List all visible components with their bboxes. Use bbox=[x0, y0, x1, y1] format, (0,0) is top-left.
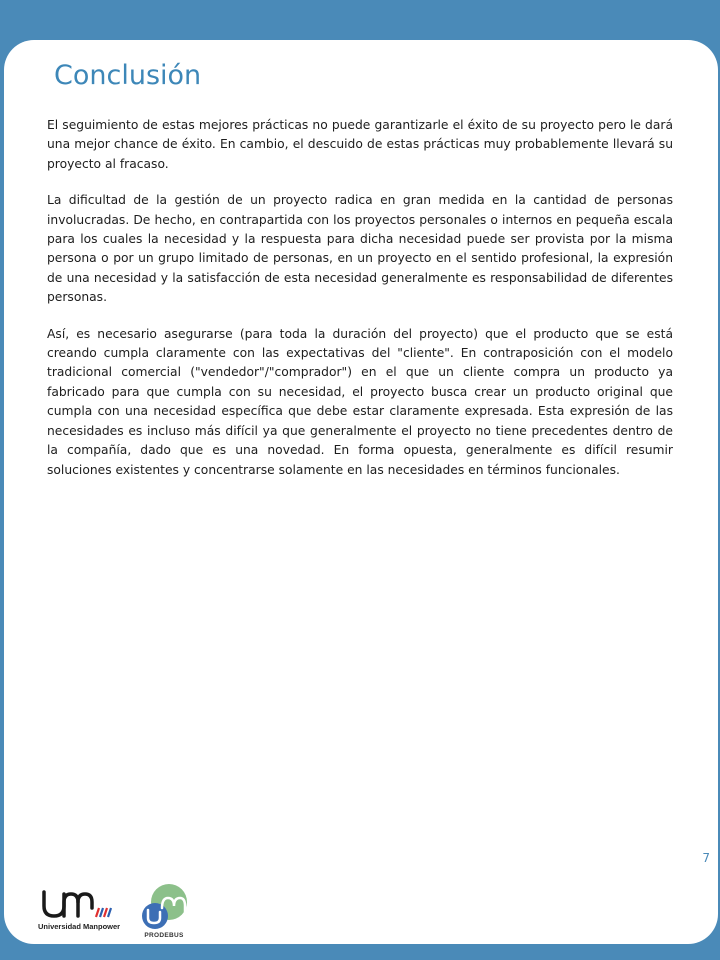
universidad-manpower-label: Universidad Manpower bbox=[38, 922, 121, 931]
page-number: 7 bbox=[702, 851, 710, 865]
prodebus-logo-icon bbox=[135, 882, 193, 932]
slide-page bbox=[4, 40, 718, 944]
body-text bbox=[47, 116, 673, 497]
um-logo-icon bbox=[38, 886, 118, 922]
paragraph-3: Así, es necesario asegurarse (para toda la duración del proyecto) que el producto que se está creando cumpla claramente con las expectativas del "cliente". En contraposición con el modelo tradicional comercial ("vendedor"/"comprador") en el que un cliente compra un producto ya fabricado para que cumpla con su necesidad, el proyecto busca crear un producto original que cumpla con una necesidad específica que debe estar claramente expresada. Esta expresión de las necesidades es incluso más difícil ya que generalmente el proyecto no tiene precedentes dentro de la compañía, dado que es una novedad. En forma opuesta, generalmente es difícil resumir soluciones existentes y concentrarse solamente en las necesidades en términos funcionales. bbox=[47, 326, 673, 477]
universidad-manpower-logo bbox=[38, 886, 138, 940]
prodebus-logo bbox=[135, 882, 193, 944]
paragraph-2: La dificultad de la gestión de un proyecto radica en gran medida en la cantidad de personas involucradas. De hecho, en contrapartida con los proyectos personales o internos en pequeña escala para los cuales la necesidad y la respuesta para dicha necesidad puede ser provista por la misma persona o por un grupo limitado de personas, en un proyecto en el sentido profesional, la expresión de una necesidad y la satisfacción de esta necesidad generalmente es responsabilidad de diferentes personas. bbox=[47, 193, 673, 305]
prodebus-label: PRODEBUS bbox=[144, 932, 184, 939]
paragraph-1: El seguimiento de estas mejores prácticas no puede garantizarle el éxito de su proyecto pero le dará una mejor chance de éxito. En cambio, el descuido de estas prácticas muy probablemente llevará su proyecto al fracaso. bbox=[47, 118, 673, 171]
page-title: Conclusión bbox=[54, 60, 202, 91]
